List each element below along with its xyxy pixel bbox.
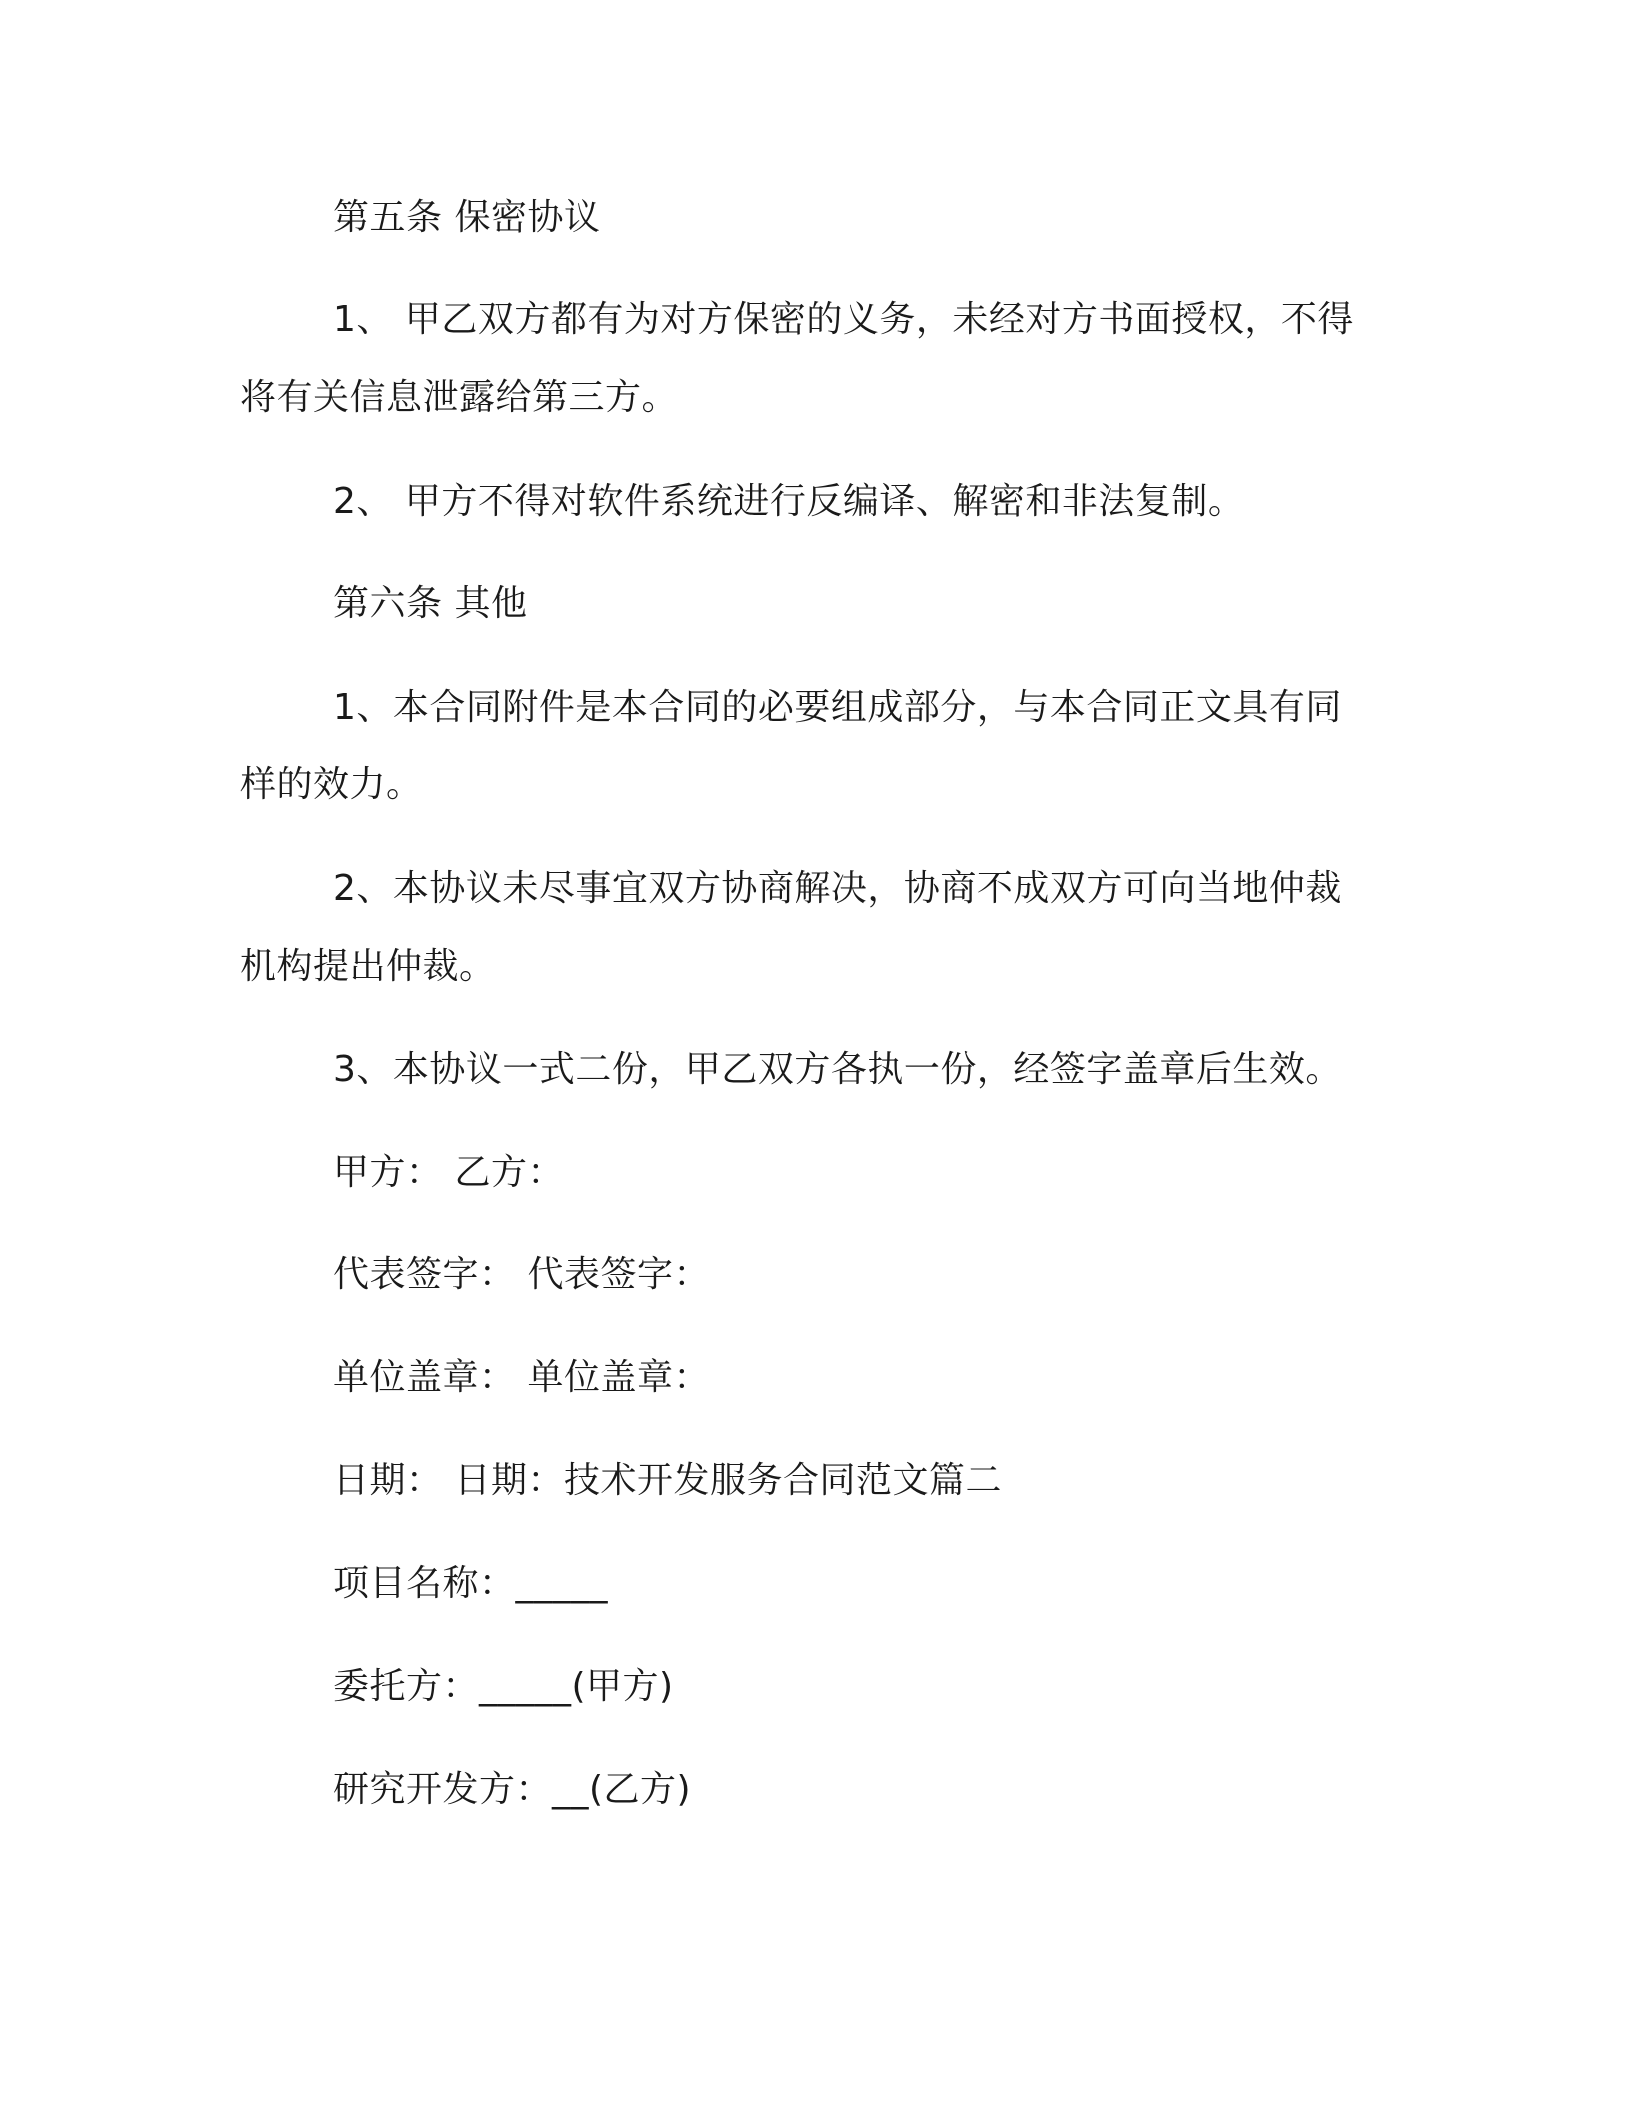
article-5-item-1-line-2: 将有关信息泄露给第三方。 xyxy=(240,377,679,418)
signatures-line: 代表签字： 代表签字： xyxy=(333,1254,710,1295)
client-line: 委托方：_____(甲方) xyxy=(333,1666,674,1707)
article-5-title: 第五条 保密协议 xyxy=(333,197,601,238)
article-6-item-1-line-1: 1、本合同附件是本合同的必要组成部分，与本合同正文具有同 xyxy=(333,687,1342,728)
article-6-item-3: 3、本协议一式二份，甲乙双方各执一份，经签字盖章后生效。 xyxy=(333,1049,1342,1090)
article-5-item-1-line-1: 1、 甲乙双方都有为对方保密的义务，未经对方书面授权，不得 xyxy=(333,299,1354,340)
project-name-line: 项目名称：_____ xyxy=(333,1563,609,1604)
article-6-title: 第六条 其他 xyxy=(333,583,528,624)
article-6-item-1-line-2: 样的效力。 xyxy=(240,764,423,805)
parties-line: 甲方： 乙方： xyxy=(333,1152,564,1193)
article-5-item-2: 2、 甲方不得对软件系统进行反编译、解密和非法复制。 xyxy=(333,481,1245,522)
article-6-item-2-line-1: 2、本协议未尽事宜双方协商解决，协商不成双方可向当地仲裁 xyxy=(333,868,1342,909)
seals-line: 单位盖章： 单位盖章： xyxy=(333,1357,710,1398)
developer-line: 研究开发方：__(乙方) xyxy=(333,1769,692,1810)
article-6-item-2-line-2: 机构提出仲裁。 xyxy=(240,946,496,987)
dates-line: 日期： 日期：技术开发服务合同范文篇二 xyxy=(333,1460,1002,1501)
